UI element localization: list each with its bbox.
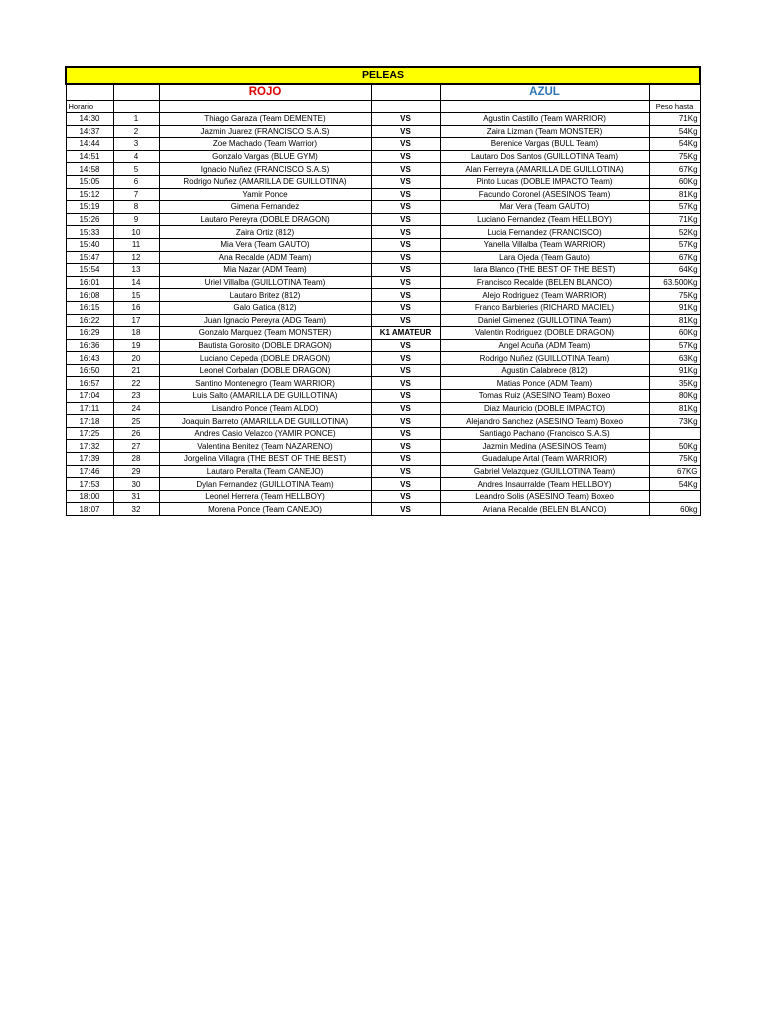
fight-time: 18:00 [66, 490, 113, 503]
fight-number: 18 [113, 327, 159, 340]
weight-limit: 67Kg [649, 163, 700, 176]
fight-time: 17:11 [66, 402, 113, 415]
table-row [66, 503, 700, 516]
fight-number: 16 [113, 301, 159, 314]
red-fighter: Morena Ponce (Team CANEJO) [159, 503, 371, 516]
blue-fighter: Leandro Solis (ASESINO Team) Boxeo [440, 490, 649, 503]
fight-number: 14 [113, 276, 159, 289]
fight-time: 17:53 [66, 478, 113, 491]
blue-fighter: Tomas Ruiz (ASESINO Team) Boxeo [440, 390, 649, 403]
fight-number: 30 [113, 478, 159, 491]
versus-label: VS [371, 125, 440, 138]
fight-number: 23 [113, 390, 159, 403]
blue-fighter: Lucia Fernandez (FRANCISCO) [440, 226, 649, 239]
weight-limit: 60Kg [649, 175, 700, 188]
fight-number: 17 [113, 314, 159, 327]
versus-label: VS [371, 440, 440, 453]
weight-limit: 35Kg [649, 377, 700, 390]
versus-label: VS [371, 478, 440, 491]
empty-cell [159, 101, 371, 113]
versus-label: VS [371, 427, 440, 440]
red-fighter: Lautaro Britez (812) [159, 289, 371, 302]
fight-time: 17:25 [66, 427, 113, 440]
empty-cell [649, 84, 700, 101]
versus-label: VS [371, 402, 440, 415]
page-title: PELEAS [66, 67, 700, 84]
red-fighter: Ignacio Nuñez (FRANCISCO S.A.S) [159, 163, 371, 176]
red-fighter: Jorgelina Villagra (THE BEST OF THE BEST) [159, 453, 371, 466]
fight-time: 14:30 [66, 113, 113, 126]
table-row [66, 213, 700, 226]
weight-limit: 57Kg [649, 201, 700, 214]
fight-number: 10 [113, 226, 159, 239]
table-row [66, 201, 700, 214]
weight-limit: 91Kg [649, 301, 700, 314]
red-fighter: Mia Vera (Team GAUTO) [159, 238, 371, 251]
blue-fighter: Rodrigo Nuñez (GUILLOTINA Team) [440, 352, 649, 365]
fight-time: 16:15 [66, 301, 113, 314]
table-row [66, 390, 700, 403]
weight-limit: 57Kg [649, 238, 700, 251]
blue-fighter: Alan Ferreyra (AMARILLA DE GUILLOTINA) [440, 163, 649, 176]
weight-limit: 54Kg [649, 138, 700, 151]
red-fighter: Lisandro Ponce (Team ALDO) [159, 402, 371, 415]
versus-label: VS [371, 226, 440, 239]
fight-number: 19 [113, 339, 159, 352]
table-row [66, 238, 700, 251]
blue-fighter: Lautaro Dos Santos (GUILLOTINA Team) [440, 150, 649, 163]
blue-fighter: Alejo Rodriguez (Team WARRIOR) [440, 289, 649, 302]
table-row [66, 478, 700, 491]
fights-table [65, 66, 701, 516]
blue-fighter: Jazmin Medina (ASESINOS Team) [440, 440, 649, 453]
blue-fighter: Alejandro Sanchez (ASESINO Team) Boxeo [440, 415, 649, 428]
fight-time: 16:08 [66, 289, 113, 302]
time-column-header: Horario [66, 101, 113, 113]
red-fighter: Mia Nazar (ADM Team) [159, 264, 371, 277]
red-fighter: Uriel Villalba (GUILLOTINA Team) [159, 276, 371, 289]
versus-label: VS [371, 276, 440, 289]
table-row [66, 113, 700, 126]
red-fighter: Leonel Herrera (Team HELLBOY) [159, 490, 371, 503]
fight-time: 15:05 [66, 175, 113, 188]
fight-number: 4 [113, 150, 159, 163]
versus-label: VS [371, 150, 440, 163]
table-row [66, 175, 700, 188]
weight-limit: 73Kg [649, 415, 700, 428]
red-fighter: Luis Salto (AMARILLA DE GUILLOTINA) [159, 390, 371, 403]
versus-label: VS [371, 314, 440, 327]
fight-number: 21 [113, 364, 159, 377]
blue-fighter: Angel Acuña (ADM Team) [440, 339, 649, 352]
fight-number: 7 [113, 188, 159, 201]
blue-fighter: Andres Insaurralde (Team HELLBOY) [440, 478, 649, 491]
table-row [66, 314, 700, 327]
table-row [66, 276, 700, 289]
red-fighter: Ana Recalde (ADM Team) [159, 251, 371, 264]
blue-fighter: Yanella Villalba (Team WARRIOR) [440, 238, 649, 251]
fight-time: 15:54 [66, 264, 113, 277]
fight-time: 15:47 [66, 251, 113, 264]
versus-label: VS [371, 503, 440, 516]
fight-time: 15:12 [66, 188, 113, 201]
table-row [66, 226, 700, 239]
versus-label: VS [371, 113, 440, 126]
red-fighter: Bautista Gorosito (DOBLE DRAGON) [159, 339, 371, 352]
weight-limit: 81Kg [649, 188, 700, 201]
blue-fighter: Franco Barbieries (RICHARD MACIEL) [440, 301, 649, 314]
red-fighter: Joaquin Barreto (AMARILLA DE GUILLOTINA) [159, 415, 371, 428]
weight-limit: 71Kg [649, 213, 700, 226]
fight-number: 12 [113, 251, 159, 264]
fight-time: 15:26 [66, 213, 113, 226]
empty-cell [113, 101, 159, 113]
fights-table-body [66, 67, 700, 516]
versus-label: VS [371, 453, 440, 466]
red-fighter: Galo Gatica (812) [159, 301, 371, 314]
weight-limit: 91Kg [649, 364, 700, 377]
fight-time: 16:36 [66, 339, 113, 352]
red-fighter: Gonzalo Marquez (Team MONSTER) [159, 327, 371, 340]
blue-fighter: Lara Ojeda (Team Gauto) [440, 251, 649, 264]
blue-fighter: Valentin Rodriguez (DOBLE DRAGON) [440, 327, 649, 340]
fight-time: 14:58 [66, 163, 113, 176]
fight-time: 16:29 [66, 327, 113, 340]
versus-label: VS [371, 138, 440, 151]
fight-number: 28 [113, 453, 159, 466]
fight-number: 3 [113, 138, 159, 151]
blue-fighter: Agustin Castillo (Team WARRIOR) [440, 113, 649, 126]
red-fighter: Andres Casio Velazco (YAMIR PONCE) [159, 427, 371, 440]
weight-limit: 75Kg [649, 150, 700, 163]
table-row [66, 427, 700, 440]
blue-fighter: Agustin Calabrece (812) [440, 364, 649, 377]
table-row [66, 264, 700, 277]
versus-label: VS [371, 238, 440, 251]
weight-limit: 75Kg [649, 453, 700, 466]
fight-time: 16:57 [66, 377, 113, 390]
weight-column-header: Peso hasta [649, 101, 700, 113]
red-fighter: Gimena Fernandez [159, 201, 371, 214]
red-fighter: Lautaro Pereyra (DOBLE DRAGON) [159, 213, 371, 226]
blue-fighter: Luciano Fernandez (Team HELLBOY) [440, 213, 649, 226]
versus-label: VS [371, 301, 440, 314]
corner-row [66, 84, 700, 101]
weight-limit: 75Kg [649, 289, 700, 302]
fight-number: 32 [113, 503, 159, 516]
fight-time: 15:33 [66, 226, 113, 239]
blue-fighter: Diaz Mauricio (DOBLE IMPACTO) [440, 402, 649, 415]
weight-limit: 54Kg [649, 125, 700, 138]
fight-number: 1 [113, 113, 159, 126]
table-row [66, 352, 700, 365]
table-row [66, 364, 700, 377]
weight-limit: 81Kg [649, 402, 700, 415]
red-fighter: Leonel Corbalan (DOBLE DRAGON) [159, 364, 371, 377]
fight-time: 17:18 [66, 415, 113, 428]
weight-limit: 67KG [649, 465, 700, 478]
red-fighter: Lautaro Peralta (Team CANEJO) [159, 465, 371, 478]
blue-fighter: Zaira Lizman (Team MONSTER) [440, 125, 649, 138]
fight-number: 11 [113, 238, 159, 251]
table-row [66, 125, 700, 138]
weight-limit: 80Kg [649, 390, 700, 403]
fight-time: 16:43 [66, 352, 113, 365]
empty-cell [371, 84, 440, 101]
red-fighter: Santino Montenegro (Team WARRIOR) [159, 377, 371, 390]
table-row [66, 377, 700, 390]
versus-label: VS [371, 390, 440, 403]
blue-fighter: Facundo Coronel (ASESINOS Team) [440, 188, 649, 201]
versus-label: VS [371, 465, 440, 478]
fight-time: 14:37 [66, 125, 113, 138]
table-row [66, 138, 700, 151]
fight-time: 16:50 [66, 364, 113, 377]
fight-time: 14:44 [66, 138, 113, 151]
blue-fighter: Berenice Vargas (BULL Team) [440, 138, 649, 151]
red-fighter: Gonzalo Vargas (BLUE GYM) [159, 150, 371, 163]
fight-number: 27 [113, 440, 159, 453]
table-row [66, 301, 700, 314]
fight-number: 31 [113, 490, 159, 503]
weight-limit: 81Kg [649, 314, 700, 327]
table-row [66, 453, 700, 466]
versus-label: VS [371, 415, 440, 428]
versus-label: VS [371, 377, 440, 390]
fight-number: 20 [113, 352, 159, 365]
table-row [66, 440, 700, 453]
versus-label: VS [371, 201, 440, 214]
weight-limit: 67Kg [649, 251, 700, 264]
weight-limit: 54Kg [649, 478, 700, 491]
blue-fighter: Francisco Recalde (BELEN BLANCO) [440, 276, 649, 289]
blue-fighter: Gabriel Velazquez (GUILLOTINA Team) [440, 465, 649, 478]
fight-time: 16:22 [66, 314, 113, 327]
versus-label: VS [371, 175, 440, 188]
red-fighter: Thiago Garaza (Team DEMENTE) [159, 113, 371, 126]
weight-limit: 71Kg [649, 113, 700, 126]
versus-label: VS [371, 163, 440, 176]
fight-time: 15:19 [66, 201, 113, 214]
fight-number: 15 [113, 289, 159, 302]
fight-time: 17:46 [66, 465, 113, 478]
fight-time: 17:04 [66, 390, 113, 403]
versus-label: VS [371, 264, 440, 277]
red-fighter: Rodrigo Nuñez (AMARILLA DE GUILLOTINA) [159, 175, 371, 188]
table-row [66, 251, 700, 264]
blue-corner-header: AZUL [440, 84, 649, 101]
blue-fighter: Mar Vera (Team GAUTO) [440, 201, 649, 214]
red-fighter: Dylan Fernandez (GUILLOTINA Team) [159, 478, 371, 491]
blue-fighter: Santiago Pachano (Francisco S.A.S) [440, 427, 649, 440]
table-row [66, 339, 700, 352]
table-row [66, 289, 700, 302]
empty-cell [371, 101, 440, 113]
versus-label: VS [371, 289, 440, 302]
fight-number: 2 [113, 125, 159, 138]
column-header-row [66, 101, 700, 113]
red-fighter: Zoe Machado (Team Warrior) [159, 138, 371, 151]
blue-fighter: Daniel Gimenez (GUILLOTINA Team) [440, 314, 649, 327]
red-fighter: Zaira Ortiz (812) [159, 226, 371, 239]
versus-label: VS [371, 213, 440, 226]
weight-limit: 60kg [649, 503, 700, 516]
blue-fighter: Ariana Recalde (BELEN BLANCO) [440, 503, 649, 516]
fight-number: 26 [113, 427, 159, 440]
weight-limit: 63.500Kg [649, 276, 700, 289]
weight-limit: 50Kg [649, 440, 700, 453]
weight-limit: 64Kg [649, 264, 700, 277]
fight-number: 24 [113, 402, 159, 415]
fight-time: 14:51 [66, 150, 113, 163]
red-fighter: Juan Ignacio Pereyra (ADG Team) [159, 314, 371, 327]
table-row [66, 490, 700, 503]
fight-number: 22 [113, 377, 159, 390]
table-row [66, 188, 700, 201]
fight-number: 25 [113, 415, 159, 428]
versus-label: VS [371, 251, 440, 264]
fight-time: 18:07 [66, 503, 113, 516]
fight-number: 13 [113, 264, 159, 277]
table-row [66, 415, 700, 428]
fight-number: 6 [113, 175, 159, 188]
fight-number: 8 [113, 201, 159, 214]
red-fighter: Luciano Cepeda (DOBLE DRAGON) [159, 352, 371, 365]
fight-number: 9 [113, 213, 159, 226]
fight-time: 16:01 [66, 276, 113, 289]
weight-limit: 57Kg [649, 339, 700, 352]
empty-cell [66, 84, 113, 101]
red-corner-header: ROJO [159, 84, 371, 101]
weight-limit: 63Kg [649, 352, 700, 365]
table-row [66, 327, 700, 340]
title-row [66, 67, 700, 84]
fight-time: 17:39 [66, 453, 113, 466]
fight-time: 15:40 [66, 238, 113, 251]
red-fighter: Valentina Benitez (Team NAZARENO) [159, 440, 371, 453]
blue-fighter: Matias Ponce (ADM Team) [440, 377, 649, 390]
versus-label: VS [371, 490, 440, 503]
fight-number: 29 [113, 465, 159, 478]
table-row [66, 163, 700, 176]
weight-limit: 52Kg [649, 226, 700, 239]
versus-label: VS [371, 188, 440, 201]
weight-limit: 60Kg [649, 327, 700, 340]
weight-limit [649, 490, 700, 503]
empty-cell [113, 84, 159, 101]
fight-time: 17:32 [66, 440, 113, 453]
versus-label: VS [371, 364, 440, 377]
fight-number: 5 [113, 163, 159, 176]
red-fighter: Yamir Ponce [159, 188, 371, 201]
blue-fighter: Iara Blanco (THE BEST OF THE BEST) [440, 264, 649, 277]
table-row [66, 402, 700, 415]
versus-label: K1 AMATEUR [371, 327, 440, 340]
versus-label: VS [371, 352, 440, 365]
table-row [66, 465, 700, 478]
table-row [66, 150, 700, 163]
blue-fighter: Pinto Lucas (DOBLE IMPACTO Team) [440, 175, 649, 188]
empty-cell [440, 101, 649, 113]
red-fighter: Jazmin Juarez (FRANCISCO S.A.S) [159, 125, 371, 138]
blue-fighter: Guadalupe Artal (Team WARRIOR) [440, 453, 649, 466]
versus-label: VS [371, 339, 440, 352]
fight-card-sheet [65, 66, 699, 516]
weight-limit [649, 427, 700, 440]
